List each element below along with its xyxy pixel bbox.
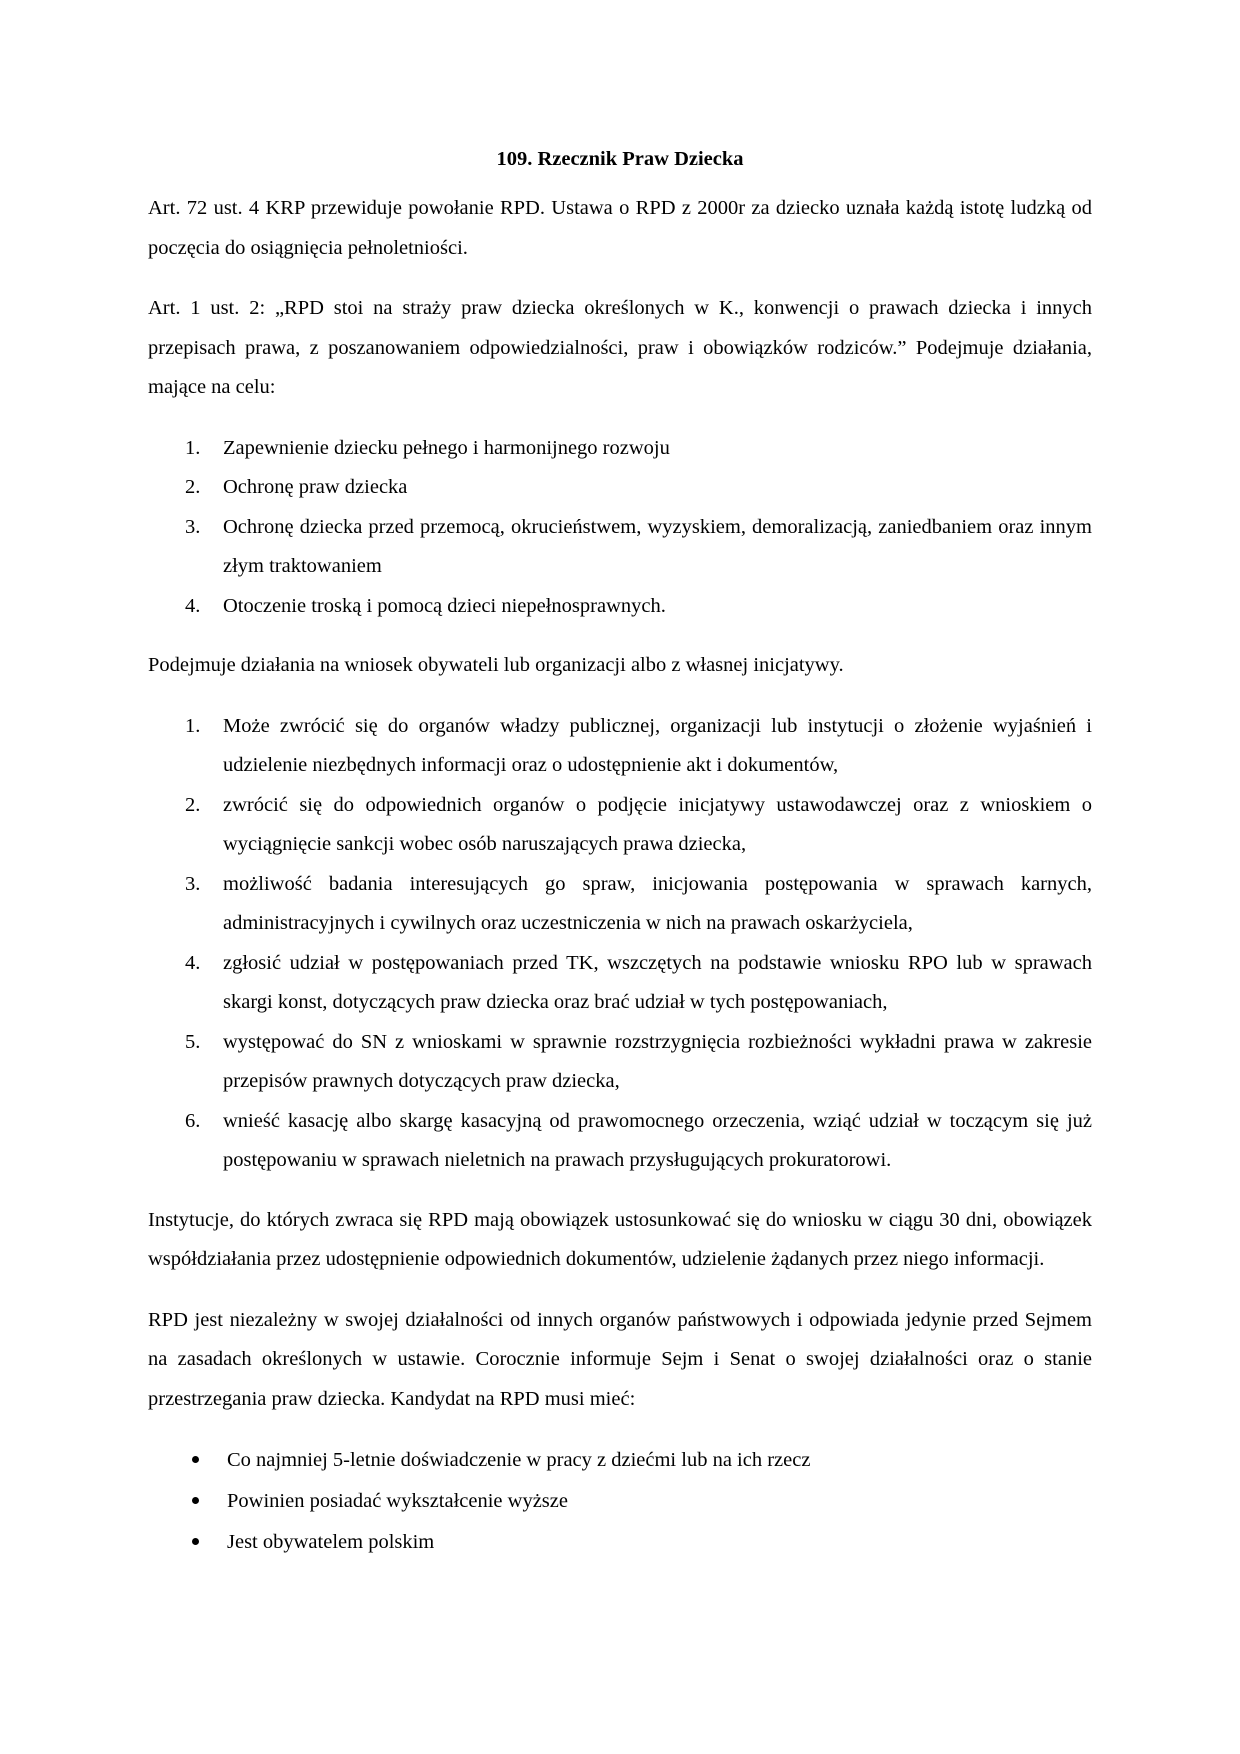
list-item (148, 587, 1092, 627)
list-item (148, 1023, 1092, 1102)
list-item-text: Zapewnienie dziecku pełnego i harmonijnego rozwoju (223, 436, 670, 459)
list-item-text: Ochronę dziecka przed przemocą, okrucieństwem, wyzyskiem, demoralizacją, zaniedbaniem oraz innym złym traktowaniem (223, 515, 1092, 577)
document-title: 109. Rzecznik Praw Dziecka (496, 148, 744, 170)
list-item-text: Co najmniej 5-letnie doświadczenie w pracy z dziećmi lub na ich rzecz (227, 1449, 811, 1471)
list-item (148, 865, 1092, 944)
list-item-text: Otoczenie troską i pomocą dzieci niepełnosprawnych. (223, 594, 666, 617)
list-item (148, 944, 1092, 1023)
list-item (148, 429, 1092, 469)
bullet-icon (192, 1538, 199, 1545)
list-item (148, 1522, 1092, 1563)
list-number: 3. (185, 515, 201, 538)
list-item-text: możliwość badania interesujących go spraw, inicjowania postępowania w sprawach karnych, administracyjnych i cywilnych oraz uczestniczenia w nich na prawach oskarżyciela, (223, 872, 1092, 934)
paragraph-intro: Art. 72 ust. 4 KRP przewiduje powołanie RPD. Ustawa o RPD z 2000r za dziecko uznała każdą istotę ludzką od poczęcia do osiągnięcia pełnoletniości. (148, 197, 1092, 259)
document-content (148, 143, 1092, 1563)
paragraph-initiative: Podejmuje działania na wniosek obywateli lub organizacji albo z własnej inicjatywy. (148, 654, 844, 676)
list-item (148, 1102, 1092, 1181)
list-number: 5. (185, 1030, 201, 1053)
list-item-text: zgłosić udział w postępowaniach przed TK, wszczętych na podstawie wniosku RPO lub w sprawach skargi konst, dotyczących praw dziecka oraz brać udział w tych postępowaniach, (223, 951, 1092, 1013)
list-number: 4. (185, 951, 201, 974)
list-item (148, 1440, 1092, 1481)
list-number: 1. (185, 436, 201, 459)
list-item-text: Ochronę praw dziecka (223, 476, 408, 498)
list-number: 4. (185, 594, 201, 617)
list-number: 1. (185, 714, 201, 737)
list-item (148, 786, 1092, 865)
list-item (148, 468, 1092, 508)
paragraph-article-quote: Art. 1 ust. 2: „RPD stoi na straży praw dziecka określonych w K., konwencji o prawach dziecka i innych przepisach prawa, z poszanowaniem odpowiedzialności, praw i obowiązków rodziców.” Podejmuje działania, mające na celu: (148, 297, 1092, 398)
bullet-icon (192, 1456, 199, 1463)
paragraph-independence: RPD jest niezależny w swojej działalności od innych organów państwowych i odpowiada jedynie przed Sejmem na zasadach określonych w ustawie. Corocznie informuje Sejm i Senat o swojej działalności oraz o stanie przestrzegania praw dziecka. Kandydat na RPD musi mieć: (148, 1308, 1092, 1410)
goals-list (148, 429, 1092, 627)
list-item (148, 508, 1092, 587)
list-item (148, 1481, 1092, 1522)
list-item-text: wnieść kasację albo skargę kasacyjną od prawomocnego orzeczenia, wziąć udział w toczącym się już postępowaniu w sprawach nieletnich na prawach przysługujących prokuratorowi. (223, 1109, 1092, 1171)
list-number: 2. (185, 476, 201, 498)
powers-list (148, 707, 1092, 1181)
bullet-icon (192, 1497, 199, 1504)
list-number: 6. (185, 1109, 201, 1132)
list-item-text: Powinien posiadać wykształcenie wyższe (227, 1490, 568, 1512)
list-item (148, 707, 1092, 786)
list-item-text: występować do SN z wnioskami w sprawnie rozstrzygnięcia rozbieżności wykładni prawa w zakresie przepisów prawnych dotyczących praw dziecka, (223, 1030, 1092, 1092)
paragraph-institutions: Instytucje, do których zwraca się RPD mają obowiązek ustosunkować się do wniosku w ciągu 30 dni, obowiązek współdziałania przez udostępnienie odpowiednich dokumentów, udzielenie żądanych przez niego informacji. (148, 1208, 1092, 1270)
list-item-text: Jest obywatelem polskim (227, 1531, 435, 1553)
list-item-text: zwrócić się do odpowiednich organów o podjęcie inicjatywy ustawodawczej oraz z wnioskiem o wyciągnięcie sankcji wobec osób naruszających prawa dziecka, (223, 793, 1092, 855)
list-item-text: Może zwrócić się do organów władzy publicznej, organizacji lub instytucji o złożenie wyjaśnień i udzielenie niezbędnych informacji oraz o udostępnienie akt i dokumentów, (223, 714, 1092, 776)
list-number: 3. (185, 872, 201, 895)
requirements-list (148, 1440, 1092, 1563)
list-number: 2. (185, 793, 201, 816)
